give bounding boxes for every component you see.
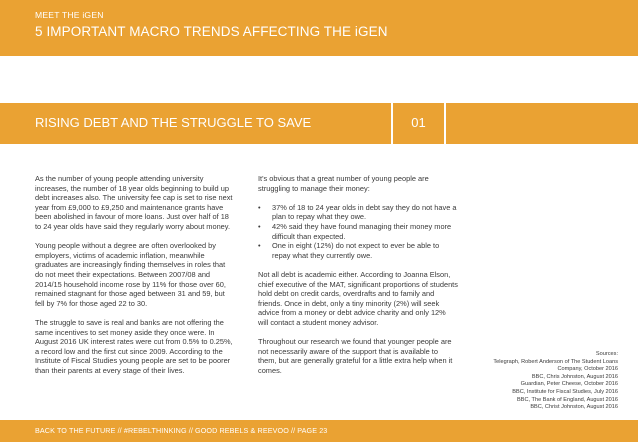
source-line: BBC, Chris Johnston, August 2016 [531,373,618,380]
middle-intro: It's obvious that a great number of young people are struggling to manage their money: [258,174,429,193]
bullet-icon: • [258,221,261,231]
list-item [258,203,458,222]
bullet-icon: • [258,241,261,251]
list-item [258,241,458,260]
left-paragraph-3: The struggle to save is real and banks are not offering the same incentives to set money aside they once were. In August 2016 UK interest rates were cut from 0.5% to 0.25%, a record low and the first cut since 2009. According to the Institute of Fiscal Studies young people are set to be poorer than their parents at every stage of their lives. [35,317,233,375]
source-line: BBC, The Bank of England, August 2016 [517,396,618,403]
source-line: Company, October 2016 [557,366,618,373]
page-title: 5 IMPORTANT MACRO TRENDS AFFECTING THE iGEN [35,24,388,39]
list-item-text: 37% of 18 to 24 year olds in debt say they do not have a plan to repay what they owe. [272,202,457,222]
source-line: Telegraph, Robert Anderson of The Student Loans [493,358,618,365]
section-title: RISING DEBT AND THE STRUGGLE TO SAVE [35,115,312,130]
left-paragraph-2: Young people without a degree are often overlooked by employers, victims of academic inflation, meanwhile graduates are increasingly finding themselves in roles that do not meet their expectations. Between 2007/08 and 2014/15 household income rose by 11% for those over 60, remained stagnant for those aged between 31 and 59, but fell by 7% for those aged 22 to 30. [35,241,226,308]
source-line: BBC, Institute for Fiscal Studies, July 2016 [512,388,618,395]
source-line: BBC, Christ Johnston, August 2016 [530,404,618,411]
left-paragraph-1: As the number of young people attending university increases, the number of 18 year olds beginning to build up debt increases also. The university fee cap is set to rise next year from £9,000 to £9,250 and maintenance grants have been abolished in favour of more loans. Just over half of 18 to 24 year olds have said they regularly worry about money. [35,174,233,231]
list-item-text: One in eight (12%) do not expect to ever be able to repay what they currently owe. [272,241,440,260]
sources-block [408,351,618,412]
left-column [35,174,235,385]
header-kicker: MEET THE iGEN [35,10,104,20]
source-line: Guardian, Peter Cheese, October 2016 [520,381,618,388]
stats-list [258,203,458,261]
bullet-icon: • [258,202,261,212]
sources-heading: Sources: [595,351,618,357]
middle-paragraph-3: Throughout our research we found that younger people are not necessarily aware of the support that is available to them, but are generally grateful for a little extra help when it comes. [258,337,453,375]
middle-paragraph-2: Not all debt is academic either. According to Joanna Elson, chief executive of the MAT, significant proportions of students hold debt on credit cards, overdrafts and to family and friends. Once in debt, only a tiny minority (2%) will seek advice from a money or debt advice charity and only 12% will contact a student money advisor. [258,269,458,327]
section-number: 01 [411,115,426,130]
footer-text: BACK TO THE FUTURE // #REBELTHINKING // GOOD REBELS & REEVOO // PAGE 23 [35,426,328,435]
list-item-text: 42% said they have found managing their money more difficult than expected. [272,221,452,241]
section-number-box [391,103,446,144]
list-item [258,222,458,241]
